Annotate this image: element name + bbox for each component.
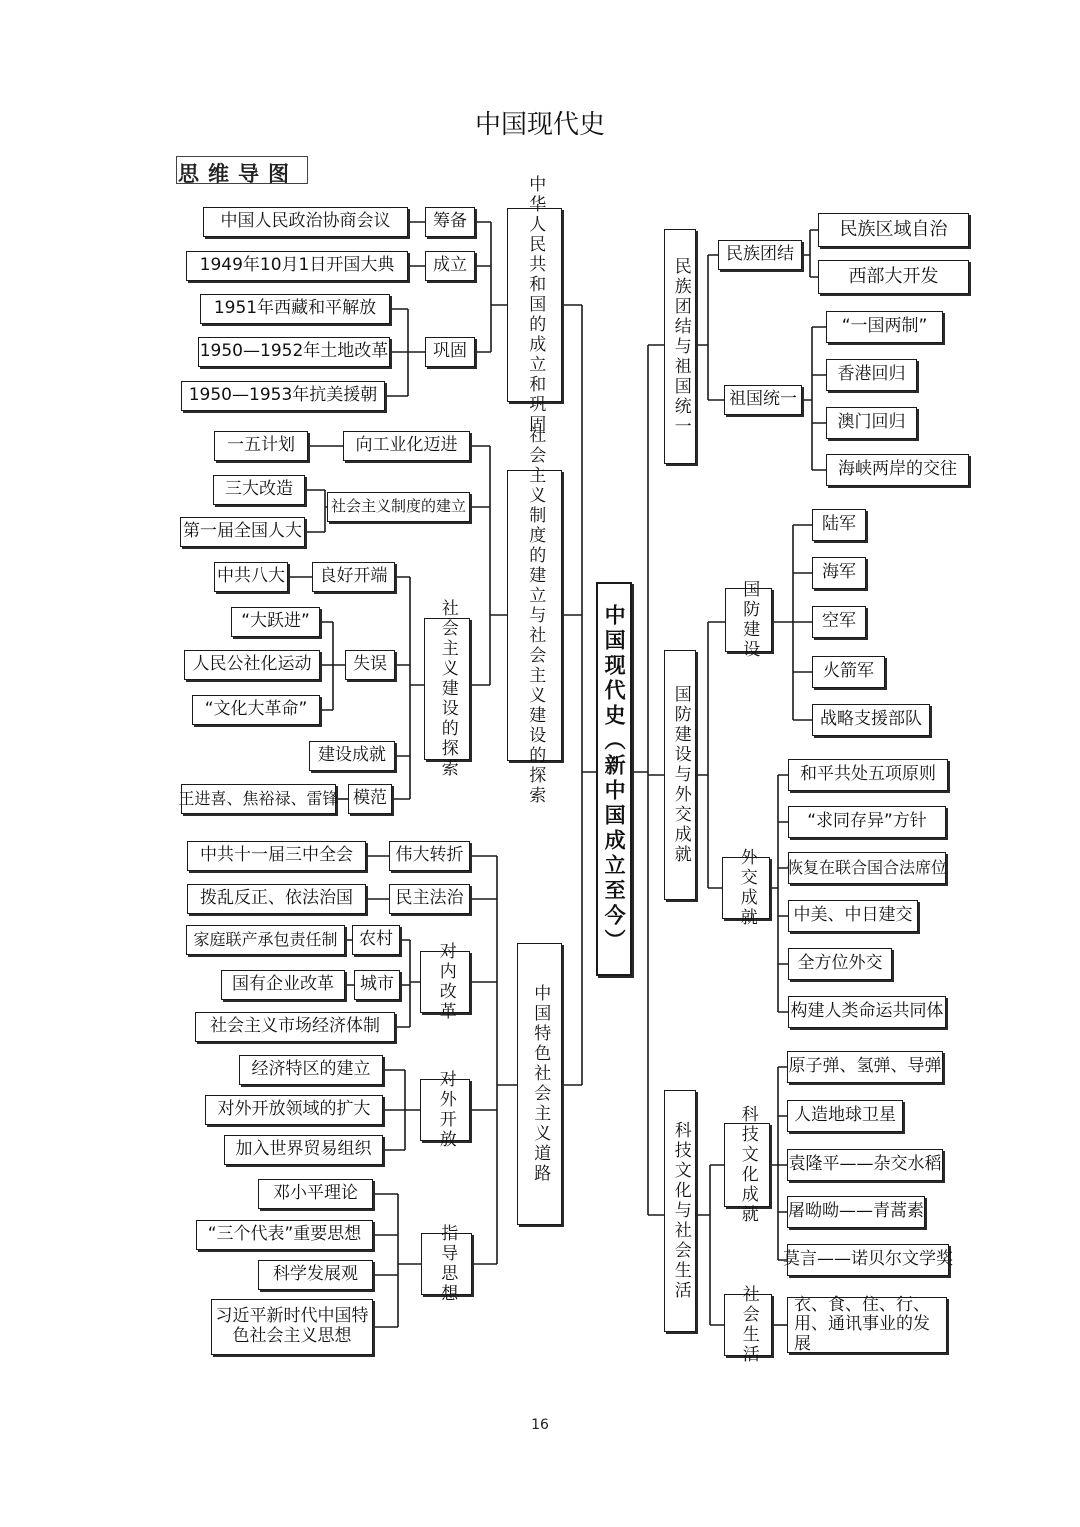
node-urban: 城市 [354,970,400,1000]
leaf-hong-kong: 香港回归 [826,359,917,391]
node-market-economy: 社会主义市场经济体制 [195,1012,395,1042]
branch-defense-diplomacy: 国防建设与外交成就 [664,650,696,900]
section-label: 思维导图 [178,162,298,186]
leaf-scientific-outlook: 科学发展观 [258,1260,373,1290]
leaf-great-leap: “大跃进” [231,607,320,637]
leaf-five-principles: 和平共处五项原则 [788,759,948,791]
leaf-western-development: 西部大开发 [818,260,969,294]
node-turn: 伟大转折 [389,841,470,871]
leaf-daily-life: 衣、食、住、行、用、通讯事业的发展 [787,1297,947,1353]
node-science: 科技文化成就 [724,1123,770,1207]
leaf-opening-expansion: 对外开放领域的扩大 [205,1095,383,1125]
leaf-third-plenum: 中共十一届三中全会 [187,841,366,871]
node-thought: 指导思想 [421,1233,472,1295]
leaf-one-country-two-systems: “一国两制” [826,311,943,343]
leaf-wto: 加入世界贸易组织 [224,1135,383,1165]
leaf-three-represents: “三个代表”重要思想 [196,1220,373,1250]
node-opening: 对外开放 [420,1079,470,1141]
leaf-rocket-force: 火箭军 [812,656,885,688]
node-explore: 社会主义建设的探索 [424,618,470,760]
leaf-korea-war: 1950—1953年抗美援朝 [181,381,385,411]
leaf-tibet: 1951年西藏和平解放 [200,294,390,324]
page-number: 16 [531,1417,549,1433]
root-node: 中国现代史（新中国成立至今） [596,582,632,976]
leaf-satellite: 人造地球卫星 [787,1100,903,1132]
leaf-all-round-diplomacy: 全方位外交 [788,948,892,980]
node-industrial: 向工业化迈进 [343,431,470,461]
node-system: 社会主义制度的建立 [327,492,470,522]
leaf-cultural-revolution: “文化大革命” [192,695,320,725]
leaf-nuclear: 原子弹、氢弹、导弹 [787,1051,943,1083]
leaf-role-models: 王进喜、焦裕禄、雷锋 [181,784,336,814]
leaf-three-transformations: 三大改造 [213,475,305,505]
node-reform: 对内改革 [420,951,470,1013]
leaf-regional-autonomy: 民族区域自治 [818,213,969,247]
leaf-founding-ceremony: 1949年10月1日开国大典 [186,251,408,281]
leaf-cross-strait: 海峡两岸的交往 [826,454,969,486]
leaf-8th-congress: 中共八大 [214,562,288,592]
node-diplomacy: 外交成就 [722,857,770,919]
leaf-sez: 经济特区的建立 [239,1055,383,1085]
leaf-tu-youyou: 屠呦呦——青蒿素 [787,1196,925,1228]
node-ethnic-unity: 民族团结 [718,240,802,270]
node-reunification: 祖国统一 [724,385,802,415]
leaf-rule-of-law: 拨乱反正、依法治国 [187,884,366,914]
leaf-land-reform: 1950—1952年土地改革 [198,337,390,367]
leaf-strategic-support: 战略支援部队 [812,704,930,736]
node-social-life: 社会生活 [724,1294,772,1356]
node-defense: 国防建设 [725,588,772,652]
page-title: 中国现代史 [474,110,605,140]
leaf-deng-theory: 邓小平理论 [258,1179,373,1209]
leaf-yuan-longping: 袁隆平——杂交水稻 [787,1149,943,1181]
node-mistakes: 失误 [345,650,395,680]
leaf-us-japan-relations: 中美、中日建交 [788,900,918,932]
node-democracy: 民主法治 [389,884,470,914]
branch-unity: 民族团结与祖国统一 [664,229,696,464]
leaf-household-responsibility: 家庭联产承包责任制 [186,925,345,955]
leaf-un-seat: 恢复在联合国合法席位 [788,852,946,884]
leaf-cppcc: 中国人民政治协商会议 [203,207,408,237]
node-prep: 筹备 [425,207,475,237]
leaf-five-year-plan: 一五计划 [214,431,308,461]
leaf-mo-yan: 莫言——诺贝尔文学奖 [787,1244,949,1276]
leaf-communes: 人民公社化运动 [184,650,320,680]
branch-socialism: 社会主义制度的建立与社会主义建设的探索 [507,470,562,761]
leaf-army: 陆军 [812,509,866,541]
leaf-air-force: 空军 [812,606,866,638]
leaf-shared-future: 构建人类命运共同体 [788,996,946,1028]
branch-founding: 中华人民共和国的成立和巩固 [507,208,562,402]
branch-science-life: 科技文化与社会生活 [664,1090,696,1332]
leaf-navy: 海军 [812,557,866,589]
node-rural: 农村 [352,925,400,955]
leaf-seek-common-ground: “求同存异”方针 [788,806,946,838]
leaf-xi-thought: 习近平新时代中国特色社会主义思想 [211,1299,373,1355]
node-consolidate: 巩固 [425,337,475,367]
leaf-soe-reform: 国有企业改革 [221,970,345,1000]
node-achievements: 建设成就 [309,741,395,771]
node-models: 模范 [348,784,392,814]
leaf-macau: 澳门回归 [826,407,917,439]
leaf-first-npc: 第一届全国人大 [180,517,305,547]
node-found: 成立 [425,251,475,281]
branch-chinese-path: 中国特色社会主义道路 [517,943,562,1225]
node-good-start: 良好开端 [312,562,395,592]
